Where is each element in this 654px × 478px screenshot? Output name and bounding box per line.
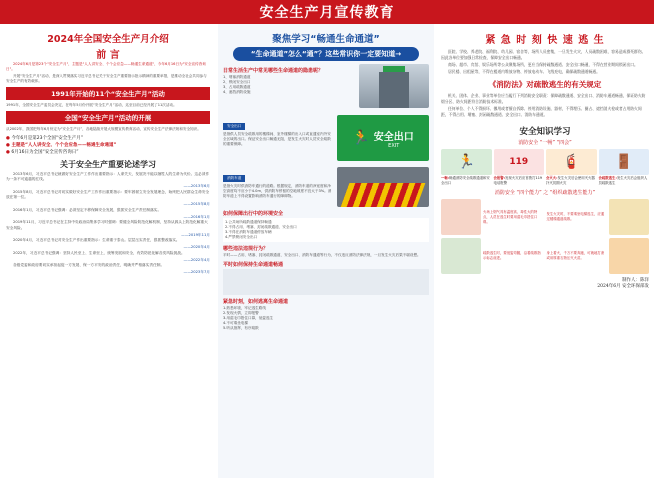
- exit-light-shape: [383, 66, 405, 72]
- ability-card: [441, 149, 492, 185]
- keep-clear-panel: [223, 269, 429, 295]
- speech-date: ——2015年8月: [183, 202, 210, 206]
- key-facts: [6, 135, 210, 156]
- escape-item: 4.不可乘坐电梯: [223, 321, 248, 325]
- banner-title: 安全生产月宣传教育: [259, 5, 395, 21]
- smoke-escape-illustration: [441, 199, 481, 235]
- section-tag-exit: 安全出口: [223, 123, 245, 130]
- ability-card: [494, 149, 545, 185]
- env-safety-item: 1.公共场所疏散通道保持畅通: [225, 220, 272, 224]
- intro-line: 开展"安全生产月"活动，是深入贯彻落实习近平总书记关于安全生产重要指示批示精神的重要举措，是推动全社会共同参与安全生产的有效载体。: [6, 73, 207, 83]
- running-man-icon: 🏃: [352, 130, 370, 146]
- ability-label: 会灭火:: [546, 176, 558, 181]
- bullet-icon: ●: [6, 142, 10, 148]
- speech-date: ——2019年11月: [181, 232, 210, 237]
- violation-title: 哪些违法违规行为？: [223, 246, 269, 252]
- column-life-channel: [218, 24, 434, 478]
- escape-tip: [547, 238, 650, 274]
- escape-paragraph: 居民楼、出租屋等，不得在楼道内堆放杂物、停放电动车、飞线充电，确保疏散通道畅通。: [448, 68, 600, 74]
- exit-run-icon: 🏃: [441, 149, 492, 175]
- hazard-block: [223, 64, 429, 108]
- credits: [441, 278, 649, 290]
- fire-extinguisher-icon: 🧯: [546, 149, 597, 175]
- ability-text: 发生火灾后会组织人员疏散逃生: [598, 176, 648, 185]
- speech-paragraph: 2013年6月，习近平总书记就做好安全生产工作作出重要指示：人命关天，发展决不能以牺牲人的生命为代价。这必须作为一条不可逾越的红线。: [6, 171, 210, 181]
- fact-item: ● 今年6月是第23个全国“安全生产月”: [6, 135, 84, 141]
- tip-text: 发生火灾时，不要乘坐电梯逃生，应通过楼梯通道疏散。: [546, 212, 605, 222]
- corridor-photo: [359, 64, 429, 108]
- keep-clear-title: 平时如何保持生命通道畅通: [223, 262, 284, 268]
- bullet-icon: ●: [6, 149, 10, 155]
- escape-list: [223, 306, 429, 331]
- column-escape: [436, 24, 654, 478]
- speech-paragraph: 2020年4月，习近平总书记对安全生产作出重要指示：生命重于泰山。层层压实责任，狠抓整改落实。: [13, 238, 180, 242]
- escape-item: 1.熟悉环境，牢记逃生路线: [223, 306, 266, 310]
- speech-paragraph: 2016年1月，习近平总书记强调：必须坚定不移保障安全发展，狠抓安全生产责任制落实。: [13, 207, 162, 212]
- col3-title: 紧 急 时 刻 快 速 逃 生: [485, 35, 605, 46]
- env-safety-item: 4.严禁锁闭安全出口: [225, 235, 258, 239]
- fire-lane-marking-shape: [341, 183, 426, 207]
- section-text-1991: 1991年，全国安全生产委员会决定，在每年5月份开展“安全生产月”活动，迄至目前已经开展了11次活动。: [6, 102, 177, 107]
- col2-title: 聚焦学习“畅通生命通道”: [272, 34, 380, 45]
- escape-tips-grid: [441, 199, 649, 274]
- escape-paragraph: 医院、学校、养老院、福利院、幼儿园、宿舍等，场所人员密集，一旦发生火灾，人员疏散困难，容易造成群死群伤。因此各单位要加强日常检查，保障安全出口畅通。: [441, 49, 646, 60]
- exit-sign: [337, 115, 429, 161]
- exit-block: [223, 112, 429, 161]
- escape-tip: [441, 238, 544, 274]
- env-safety-item: 2.不得占用、堵塞、封闭疏散通道、安全出口: [225, 225, 297, 229]
- credit-date: 2024年6月 安全环保部发: [597, 284, 649, 290]
- escape-tip: [547, 199, 650, 235]
- evacuation-icon: 🚪: [599, 149, 650, 175]
- escape-tip: [441, 199, 544, 235]
- low-posture-illustration: [441, 238, 481, 274]
- escape-item: 3.用湿毛巾捂住口鼻，低姿逃生: [223, 316, 274, 320]
- ability-text: 发生火灾后会使用灭火器扑灭初期火灾: [546, 176, 595, 185]
- knowledge-title: 安全知识学习: [519, 127, 571, 138]
- intro-text: [6, 62, 210, 84]
- speech-paragraph: 2019年11月，习近平总书记在主持中央政治局集体学习时强调：要健全风险防范化解机制，坚持从源头上防范化解重大安全风险。: [6, 220, 208, 230]
- bullet-icon: ●: [6, 135, 10, 141]
- escape-item: 2.发现火情，立即报警: [223, 311, 259, 315]
- hazard-question: 日常生活生产中常见哪些生命通道的隐患呢？: [223, 68, 324, 74]
- hazard-item: 4、遮挡消防设施: [223, 90, 251, 94]
- ability-text: 发现火灾后应首拨打119电话报警: [493, 176, 543, 185]
- section-text-national: 从2002年，我国把每年6月份定为“安全生产月”，各地陆续开展大规模宣传教育活动，宣传安全生产法律法规和安全知识。: [6, 126, 201, 131]
- speech-date: ——2023年7月: [183, 270, 210, 274]
- ability-label: 会报警:: [493, 176, 506, 181]
- corridor-door-shape: [379, 72, 409, 108]
- section-tag-fire-lane: 消防车道: [223, 175, 245, 182]
- phone-119-icon: 119: [494, 149, 545, 175]
- escape-paragraphs: [441, 49, 649, 74]
- fire-law-paragraph: 机关、团体、企业、事业等单位应当履行下列消防安全职责：保障疏散通道、安全出口、消防车通道畅通，保证防火防烟分区、防火间距符合消防技术标准。: [441, 93, 646, 104]
- fire-lane-text: 是指火灾时供消防车通行的道路。根据规定，消防车道的净宽度和净空高度均不应小于4.0m，供消防车停留的空地坡度不宜大于3%。消防车道上不得设置影响消防车通行的障碍物。: [223, 184, 332, 198]
- fire-lane-block: [223, 164, 429, 207]
- hazard-item: 3、占用疏散通道: [223, 85, 251, 89]
- ability-card: [599, 149, 650, 185]
- env-safety-item: 3.不得在消防车通道停放车辆: [225, 230, 272, 234]
- tip-text: 火场上烟气具有温度高、毒性大的特点，人员在逃生时要用湿毛巾捂住口鼻。: [483, 210, 538, 224]
- page-banner: [0, 0, 654, 24]
- speech-date: ——2013年6月: [183, 184, 210, 188]
- speech-paragraph: 2015年8月，习近平总书记对切实做好安全生产工作作出重要指示：要牢固树立安全发展理念，始终把人民群众生命安全放在第一位。: [6, 189, 210, 199]
- speech-date: ——2022年4月: [183, 257, 210, 262]
- violation-text: 平时——占用、堵塞、封闭疏散通道、安全出口、消防车通道等行为，不仅违反消防法律法规，一旦发生火灾后果不堪设想。: [223, 253, 421, 257]
- knowledge-subtitle: 消防安全 “一畅” “四会”: [518, 140, 572, 147]
- ability-label: 会疏散逃生:: [598, 176, 617, 181]
- four-capacity-subtitle: 消防安全 “四个能力” 之 “组织疏散逃生能力”: [494, 190, 596, 197]
- env-safety-list: [223, 218, 429, 242]
- intro-line: 2024年6月是第23个"安全生产月"，主题是"人人讲安全、个个会应急——畅通生命通道"，今年6月16日为"安全宣传咨询日"。: [6, 62, 206, 71]
- no-elevator-illustration: [609, 199, 649, 235]
- speech-list: [6, 172, 210, 276]
- hazard-item: 2、锁闭安全出口: [223, 80, 251, 84]
- escape-title: 紧急时刻，如何逃离生命通道: [223, 299, 289, 305]
- escape-paragraph: 商场、超市、宾馆、娱乐场所等公众聚集场所，更应当保持疏散通道、安全出口畅通，不得在营业期间锁闭出口。: [448, 61, 638, 67]
- col2-ribbon: “生命通道”怎么“通”？这些常识你一定要知道→: [233, 47, 419, 61]
- fire-lane-photo: [337, 167, 429, 207]
- exit-text: 是指供人员安全疏散用的楼梯间、室外楼梯的出入口或直通室内外安全区域的出口。保证安全出口畅通无阻，是发生火灾时人员安全疏散的重要保障。: [223, 132, 331, 146]
- speech-paragraph: 各级党委和政府要切实承担起促一方发展、保一方平安的政治责任，明确并严格落实责任制。: [13, 263, 165, 267]
- exit-sign-subtext: EXIT: [388, 142, 400, 149]
- section-title-national: 全国“安全生产月”活动的开展: [6, 111, 210, 124]
- col1-heading2: 关于安全生产重要论述学习: [60, 158, 156, 169]
- fire-law-paragraphs: [441, 93, 649, 117]
- col1-subtitle: 前 言: [96, 50, 120, 61]
- tip-text: 身上着火，千万不要奔跑，可就地打滚或用厚重衣物压灭火苗。: [546, 251, 605, 261]
- fact-item: ● 主题是“人人讲安全、个个会应急——畅通生命通道”: [6, 142, 117, 148]
- fact-item: ● 6月16日为全国“安全宣传咨询日”: [6, 149, 79, 155]
- hazard-item: 1、堵塞消防通道: [223, 75, 251, 79]
- four-abilities-row: [441, 149, 649, 185]
- section-title-1991: 1991年开始的11个“安全生产月”活动: [6, 87, 210, 100]
- ability-card: [546, 149, 597, 185]
- fire-law-paragraph: 任何单位、个人不得损坏、挪用或者擅自拆除、停用消防设施、器材，不得埋压、圈占、遮挡消火栓或者占用防火间距，不得占用、堵塞、封闭疏散通道、安全出口、消防车通道。: [441, 106, 642, 117]
- fire-law-title: 《消防法》对疏散逃生的有关规定: [488, 80, 602, 90]
- stop-drop-roll-illustration: [609, 238, 649, 274]
- col1-title: 2024年全国安全生产月介绍: [47, 34, 169, 45]
- column-introduction: [0, 24, 216, 478]
- exit-sign-text: 安全出口: [373, 131, 414, 143]
- escape-item: 5.听从指挥，有序疏散: [223, 326, 259, 330]
- speech-date: ——2016年1月: [183, 214, 210, 219]
- ability-text: 畅通消防安全疏散通道和安全出口: [441, 176, 490, 185]
- speech-date: ——2020年4月: [183, 245, 210, 249]
- credit-author: 制作人：陈洋: [622, 278, 649, 284]
- env-safety-title: 如何保障出行中的环境安全: [223, 211, 284, 217]
- hazard-list: [223, 75, 356, 95]
- speech-paragraph: 2022年，习近平总书记强调：坚持人民至上、生命至上，统筹发展和安全，有效防范化解各类风险挑战。: [13, 250, 185, 255]
- tip-text: 疏散逃生时，要低姿弯腰，沿着疏散指示标志前进。: [483, 251, 541, 261]
- ability-label: 一畅:: [441, 176, 450, 181]
